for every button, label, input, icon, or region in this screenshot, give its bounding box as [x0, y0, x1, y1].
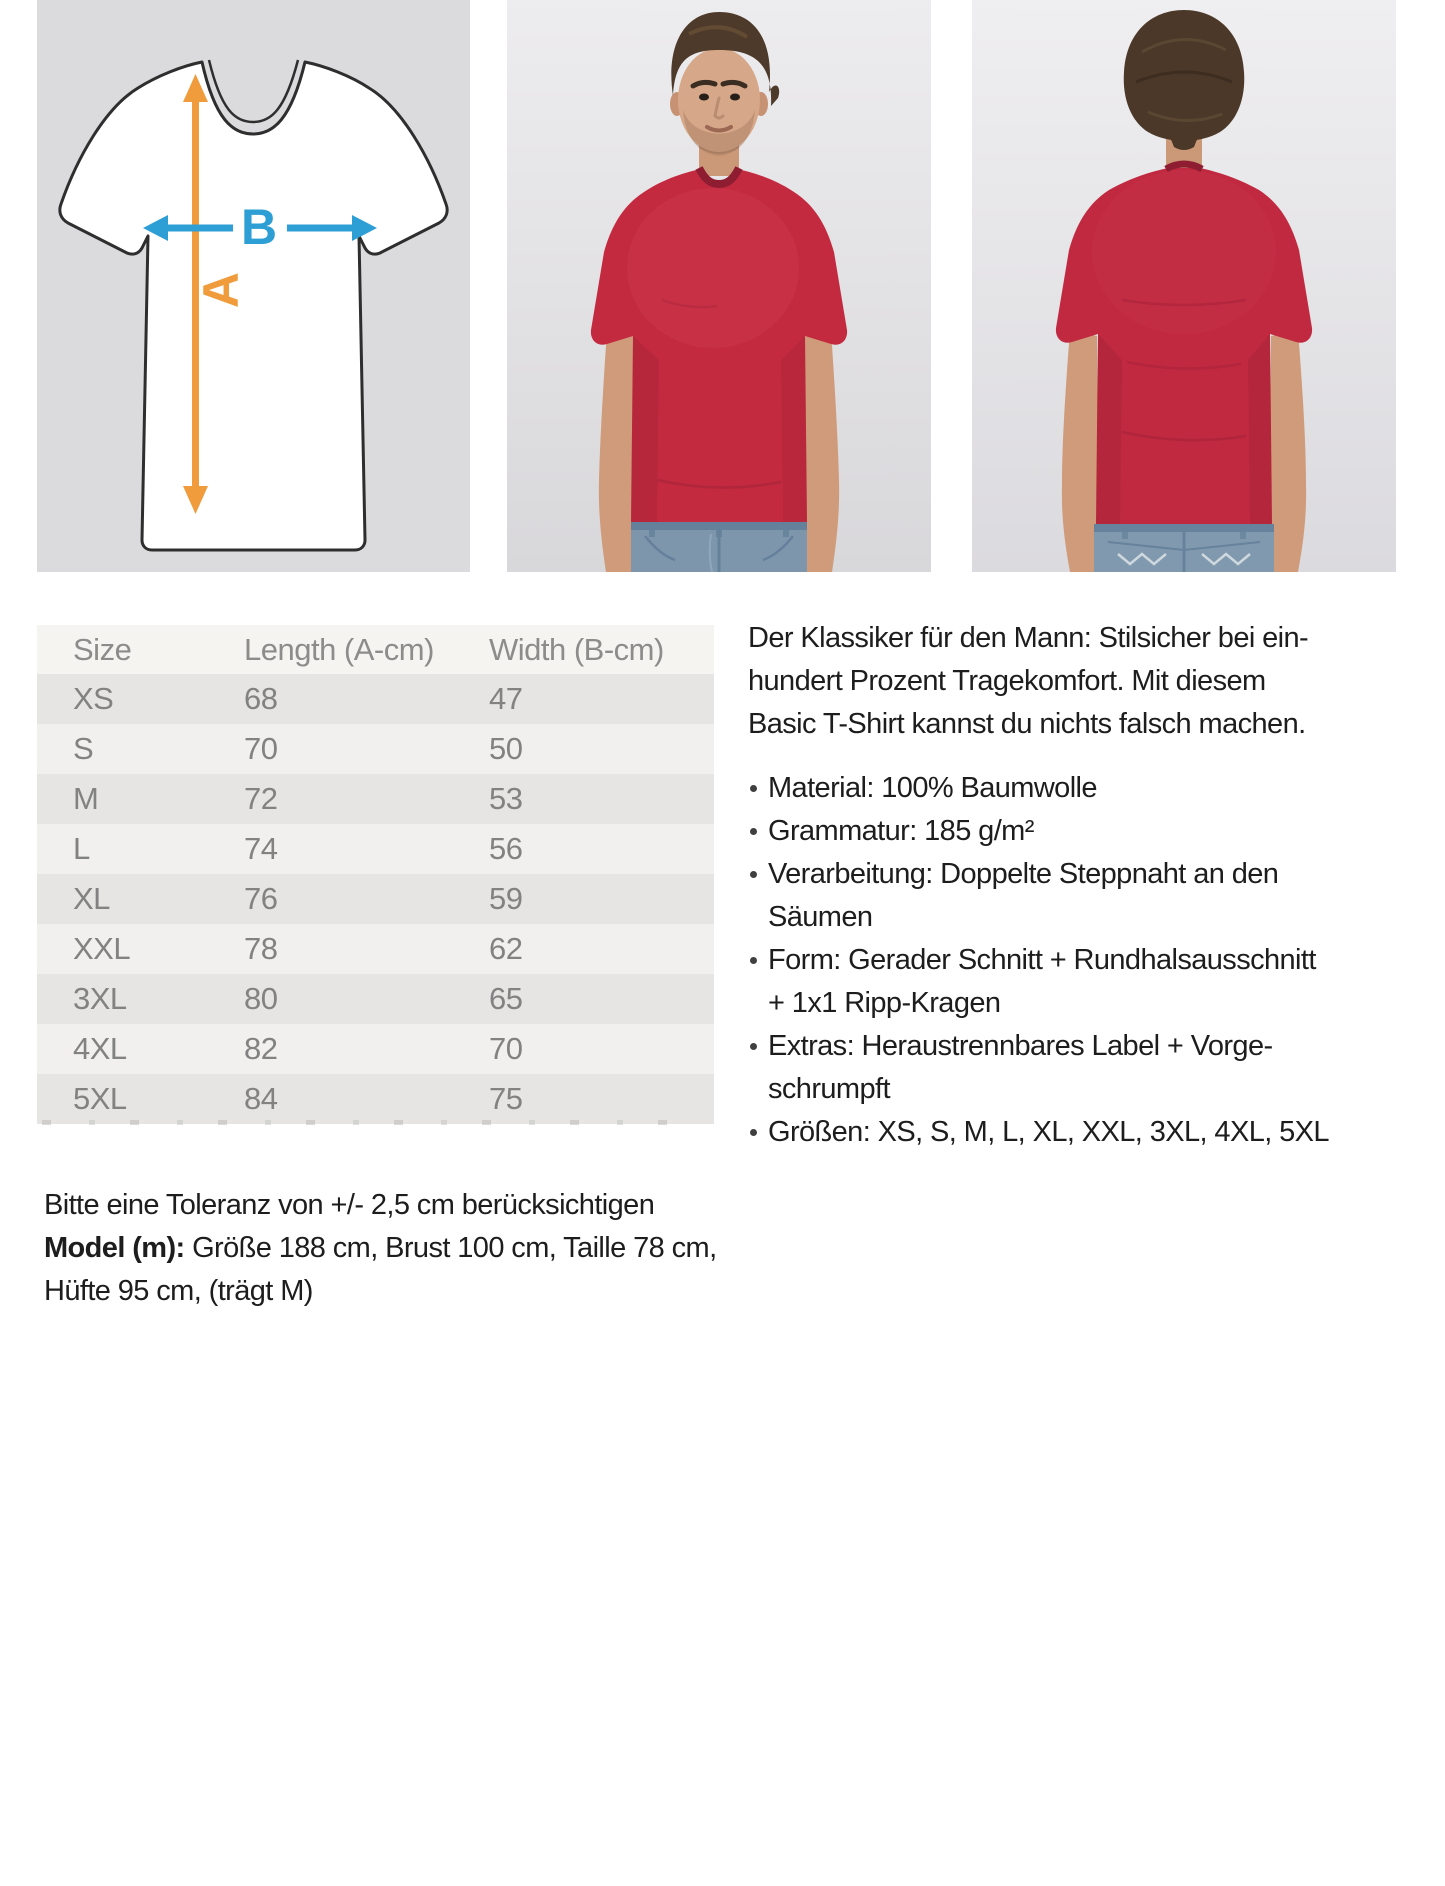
product-photo-front: [507, 0, 931, 572]
description-bullet: Material: 100% Baumwolle: [748, 767, 1445, 810]
width-cell: 75: [489, 1081, 523, 1116]
length-cell: 76: [244, 881, 278, 916]
tshirt-measurement-diagram: [37, 0, 470, 572]
model-back-illustration: [972, 0, 1396, 572]
size-cell: 3XL: [73, 981, 127, 1016]
model-note: [44, 1227, 734, 1313]
size-cell: L: [73, 831, 90, 866]
width-cell: 65: [489, 981, 523, 1016]
size-row-m: [37, 774, 714, 824]
product-photo-back: [972, 0, 1396, 572]
length-cell: 80: [244, 981, 278, 1016]
length-cell: 70: [244, 731, 278, 766]
length-cell: 72: [244, 781, 278, 816]
size-row-xl: [37, 874, 714, 924]
width-cell: 47: [489, 681, 523, 716]
width-cell: 53: [489, 781, 523, 816]
size-table-header-row: [37, 625, 714, 674]
diagram-label-a: A: [193, 271, 249, 309]
size-row-xxl: [37, 924, 714, 974]
col-header-size: Size: [37, 625, 243, 674]
description-intro: Der Klassiker für den Mann: Stilsicher bei ein- hundert Prozent Tragekomfort. Mit diesem Basic T-Shirt kannst du nichts falsch machen.: [748, 622, 1309, 740]
size-row-s: [37, 724, 714, 774]
size-cell: 5XL: [73, 1081, 127, 1116]
size-diagram-image: [37, 0, 470, 572]
size-cell: M: [73, 781, 99, 816]
length-cell: 68: [244, 681, 278, 716]
col-header-width: Width (B-cm): [488, 625, 714, 674]
description-bullet: Grammatur: 185 g/m²: [748, 810, 1445, 853]
width-cell: 56: [489, 831, 523, 866]
model-note-label: Model (m):: [44, 1232, 185, 1264]
diagram-label-b: B: [240, 199, 278, 255]
size-cell: 4XL: [73, 1031, 127, 1066]
description-bullet: Größen: XS, S, M, L, XL, XXL, 3XL, 4XL, 5XL: [748, 1111, 1445, 1154]
length-cell: 84: [244, 1081, 278, 1116]
width-cell: 50: [489, 731, 523, 766]
description-bullet: Form: Gerader Schnitt + Rundhalsausschnitt + 1x1 Ripp-Kragen: [748, 939, 1445, 1025]
size-row-5xl: [37, 1074, 714, 1124]
length-cell: 74: [244, 831, 278, 866]
width-cell: 62: [489, 931, 523, 966]
col-header-length: Length (A-cm): [243, 625, 488, 674]
size-cell: XL: [73, 881, 110, 916]
description-bullet: Extras: Heraustrennbares Label + Vorge- schrumpft: [748, 1025, 1445, 1111]
size-cell: XS: [73, 681, 114, 716]
width-cell: 70: [489, 1031, 523, 1066]
size-cell: S: [73, 731, 94, 766]
model-note-text: Größe 188 cm, Brust 100 cm, Taille 78 cm, Hüfte 95 cm, (trägt M): [44, 1232, 717, 1307]
width-cell: 59: [489, 881, 523, 916]
description-bullet: Verarbeitung: Doppelte Steppnaht an den Säumen: [748, 853, 1445, 939]
table-cutoff-row: [42, 1120, 682, 1125]
size-table: [37, 625, 714, 1124]
size-row-3xl: [37, 974, 714, 1024]
description-bullet-list: [748, 767, 1445, 1154]
model-front-illustration: [507, 0, 931, 572]
product-description: [748, 617, 1445, 1154]
tolerance-note: Bitte eine Toleranz von +/- 2,5 cm berücksichtigen: [44, 1189, 655, 1221]
size-row-xs: [37, 674, 714, 724]
measurement-notes: [44, 1184, 734, 1313]
length-cell: 82: [244, 1031, 278, 1066]
size-row-4xl: [37, 1024, 714, 1074]
size-row-l: [37, 824, 714, 874]
length-cell: 78: [244, 931, 278, 966]
size-cell: XXL: [73, 931, 131, 966]
